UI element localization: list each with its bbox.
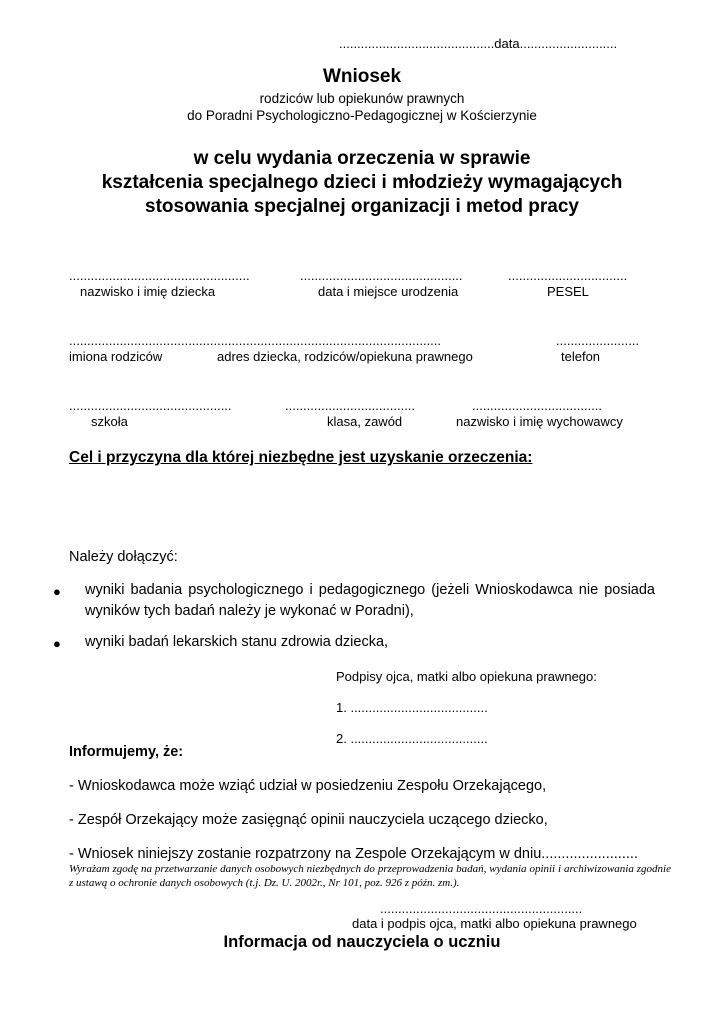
- parents-address-field: .......................................................................................................: [69, 333, 442, 348]
- child-name-field: ..................................................: [69, 268, 250, 283]
- heading-line-1: w celu wydania orzeczenia w sprawie: [193, 148, 531, 169]
- teacher-info-title: Informacja od nauczyciela o uczniu: [223, 933, 501, 951]
- document-heading: [0, 147, 724, 219]
- tutor-field: ....................................: [472, 398, 603, 413]
- class-field: ....................................: [285, 398, 416, 413]
- phone-field: .......................: [556, 333, 640, 348]
- parents-names-label: imiona rodziców: [69, 349, 163, 364]
- parent-signature-label: data i podpis ojca, matki albo opiekuna prawnego: [352, 916, 637, 931]
- bullet-icon: ●: [53, 584, 61, 599]
- school-label: szkoła: [91, 414, 128, 429]
- tutor-label: nazwisko i imię wychowawcy: [456, 414, 623, 429]
- attachments-intro: Należy dołączyć:: [69, 549, 178, 565]
- pesel-label: PESEL: [547, 284, 589, 299]
- info-item: - Wniosek niniejszy zostanie rozpatrzony na Zespole Orzekającym w dniu........................: [69, 846, 638, 862]
- parent-signature-field: ........................................................: [380, 901, 583, 916]
- school-field: .............................................: [69, 398, 232, 413]
- document-title: Wniosek: [322, 66, 402, 87]
- subtitle-line-2: do Poradni Psychologiczno-Pedagogicznej w Kościerzynie: [187, 108, 537, 123]
- birth-date-place-label: data i miejsce urodzenia: [318, 284, 459, 299]
- subtitle-line-1: rodziców lub opiekunów prawnych: [259, 91, 465, 106]
- signatures-intro: Podpisy ojca, matki albo opiekuna prawnego:: [336, 669, 597, 684]
- bullet-icon: ●: [53, 636, 61, 651]
- pesel-field: .................................: [508, 268, 628, 283]
- attachment-item: wyniki badania psychologicznego i pedagogicznego (jeżeli Wnioskodawca nie posiada wyników tych badań należy je wykonać w Poradni),: [85, 582, 655, 619]
- birth-date-place-field: .............................................: [300, 268, 463, 283]
- info-heading: Informujemy, że:: [69, 744, 184, 760]
- heading-line-3: stosowania specjalnej organizacji i metod pracy: [145, 196, 579, 217]
- heading-line-2: kształcenia specjalnego dzieci i młodzieży wymagających: [101, 172, 623, 193]
- signature-line-2: 2. ......................................: [336, 731, 488, 746]
- phone-label: telefon: [561, 349, 601, 364]
- child-name-label: nazwisko i imię dziecka: [80, 284, 216, 299]
- date-field: ...........................................data...........................: [339, 36, 618, 51]
- attachment-item: wyniki badań lekarskich stanu zdrowia dziecka,: [85, 634, 389, 650]
- info-item: - Zespół Orzekający może zasięgnąć opinii nauczyciela uczącego dziecko,: [69, 812, 548, 828]
- consent-statement: Wyrażam zgodę na przetwarzanie danych osobowych niezbędnych do przeprowadzenia badań, wydania opinii i archiwizowania zgodnie z ustawą o ochronie danych osobowych (t.j. Dz. U. 2002r., Nr 101, poz. 926 z późn. zm.).: [69, 863, 671, 889]
- info-item: - Wnioskodawca może wziąć udział w posiedzeniu Zespołu Orzekającego,: [69, 778, 547, 794]
- purpose-section-title: Cel i przyczyna dla której niezbędne jest uzyskanie orzeczenia:: [69, 449, 533, 466]
- class-label: klasa, zawód: [327, 414, 403, 429]
- address-label: adres dziecka, rodziców/opiekuna prawnego: [217, 349, 473, 364]
- signature-line-1: 1. ......................................: [336, 700, 488, 715]
